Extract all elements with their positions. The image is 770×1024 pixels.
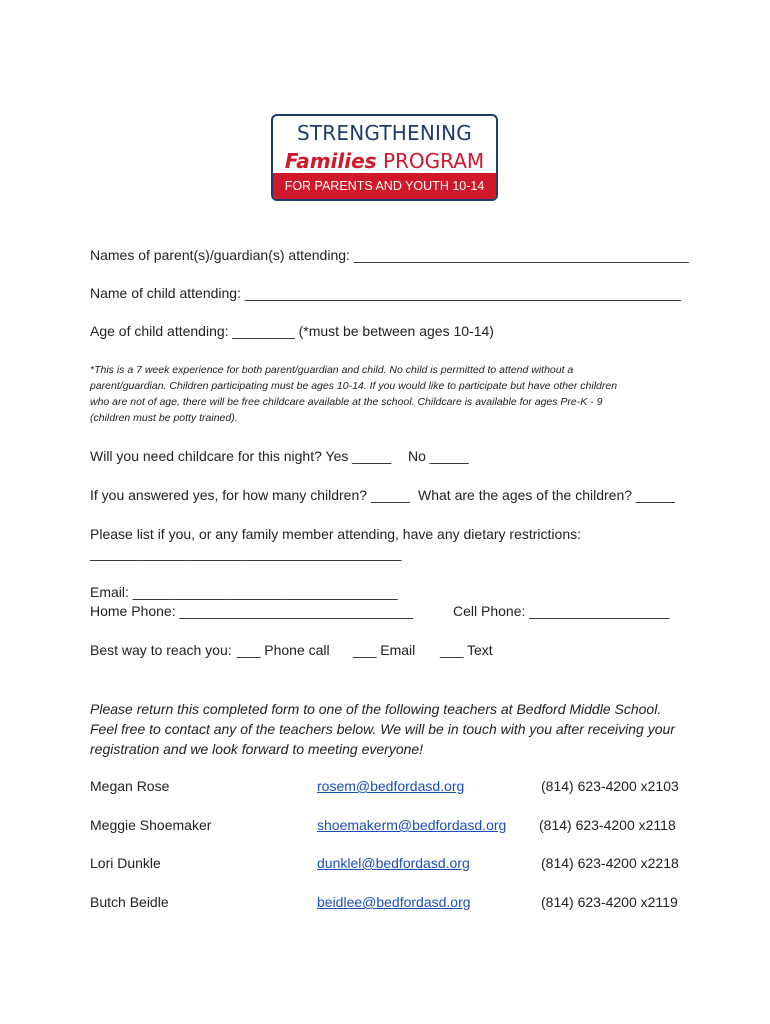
cell-phone-field[interactable]: Cell Phone: __________________ <box>453 603 670 619</box>
reach-phone-option[interactable]: ___ Phone call <box>237 642 330 658</box>
child-age-field[interactable]: Age of child attending: ________ (*must be between ages 10-14) <box>90 323 494 339</box>
note-line: parent/guardian. Children participating must be ages 10-14. If you would like to participate but have other children <box>90 380 618 392</box>
teacher-email-link[interactable]: shoemakerm@bedfordasd.org <box>317 817 507 833</box>
childcare-no-field[interactable]: No _____ <box>408 448 469 464</box>
return-line: Please return this completed form to one of the following teachers at Bedford Middle School. <box>90 701 662 717</box>
children-count-field[interactable]: If you answered yes, for how many children? _____ <box>90 487 410 503</box>
return-instructions <box>90 699 675 759</box>
dietary-field[interactable]: ________________________________________ <box>90 545 402 561</box>
logo-program: PROGRAM <box>382 149 485 173</box>
teacher-phone: (814) 623-4200 x2118 <box>539 817 676 833</box>
logo-families: Families <box>284 149 377 173</box>
email-field[interactable]: Email: __________________________________ <box>90 584 398 600</box>
program-logo <box>271 114 498 201</box>
logo-band: FOR PARENTS AND YOUTH 10-14 <box>273 173 496 199</box>
reach-label: Best way to reach you: <box>90 642 232 658</box>
reach-text-option[interactable]: ___ Text <box>440 642 493 658</box>
home-phone-field[interactable]: Home Phone: ______________________________ <box>90 603 414 619</box>
parents-field[interactable]: Names of parent(s)/guardian(s) attending: ___________________________________________ <box>90 247 689 263</box>
teacher-phone: (814) 623-4200 x2103 <box>541 778 679 794</box>
return-line: Feel free to contact any of the teachers below. We will be in touch with you after receiving your <box>90 721 675 737</box>
program-note <box>90 362 617 426</box>
teacher-email-link[interactable]: dunklel@bedfordasd.org <box>317 855 470 871</box>
teacher-name: Meggie Shoemaker <box>90 817 212 833</box>
childcare-yes-field[interactable]: Will you need childcare for this night? Yes _____ <box>90 448 392 464</box>
teacher-phone: (814) 623-4200 x2218 <box>541 855 679 871</box>
children-ages-field[interactable]: What are the ages of the children? _____ <box>418 487 675 503</box>
logo-line-2 <box>273 149 496 173</box>
teacher-name: Lori Dunkle <box>90 855 161 871</box>
return-line: registration and we look forward to meeting everyone! <box>90 741 424 757</box>
teacher-name: Butch Beidle <box>90 894 169 910</box>
logo-line-1: STRENGTHENING <box>296 121 472 145</box>
teacher-phone: (814) 623-4200 x2119 <box>541 894 678 910</box>
child-name-field[interactable]: Name of child attending: ________________________________________________________ <box>90 285 681 301</box>
note-line: *This is a 7 week experience for both parent/guardian and child. No child is permitted to attend without a <box>90 364 574 376</box>
teacher-email-link[interactable]: rosem@bedfordasd.org <box>317 778 465 794</box>
reach-email-option[interactable]: ___ Email <box>353 642 416 658</box>
dietary-label: Please list if you, or any family member attending, have any dietary restrictions: <box>90 526 581 542</box>
note-line: (children must be potty trained). <box>90 412 238 424</box>
teacher-name: Megan Rose <box>90 778 170 794</box>
teacher-email-link[interactable]: beidlee@bedfordasd.org <box>317 894 471 910</box>
note-line: who are not of age, there will be free childcare available at the school. Childcare is available for ages Pre-K - 9 <box>90 396 603 408</box>
